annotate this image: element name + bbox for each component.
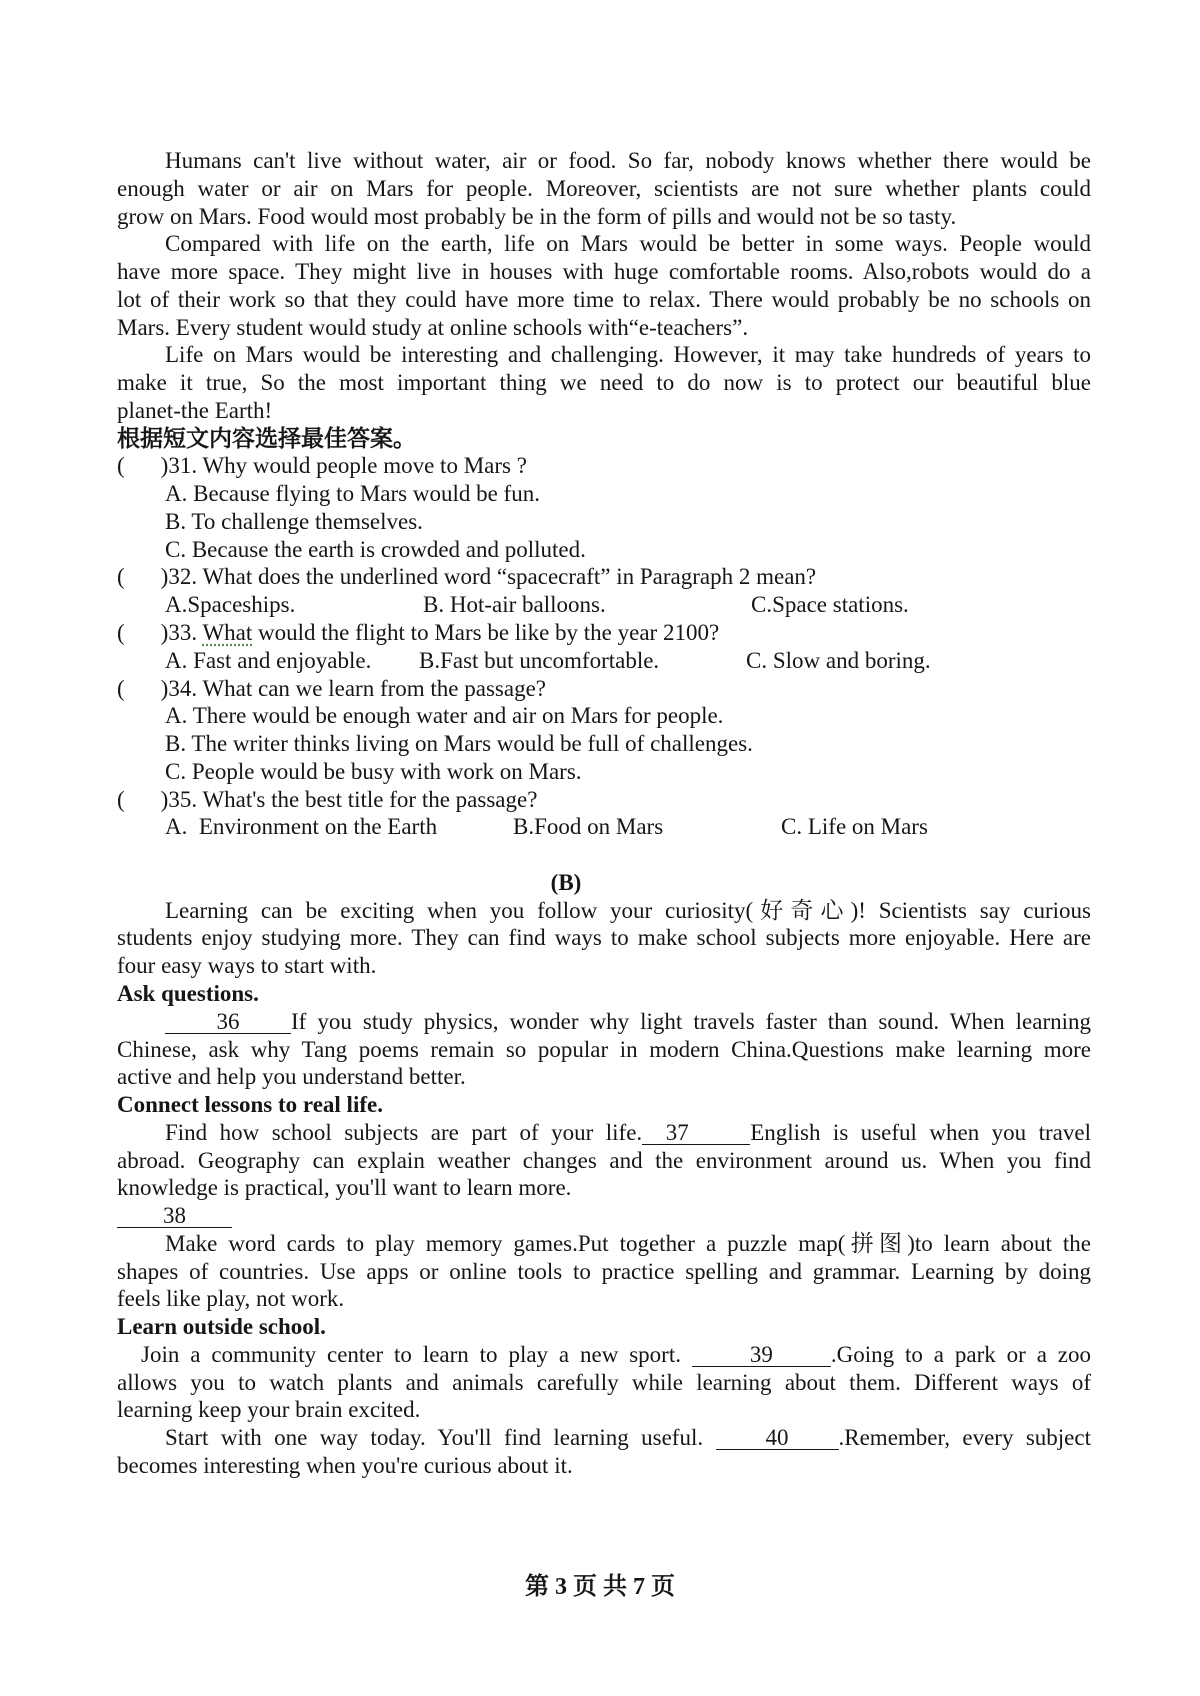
answer-bracket-close: ) [160,564,169,590]
line-text: Join a community center to learn to play a new sport. [141,1341,681,1367]
passage-a-line: make it true, So the most important thing we need to do now is to protect our beautiful blue [117,370,1091,396]
question-number: 35. [168,786,198,812]
question-32-options [117,591,1091,619]
passage-a-line: planet-the Earth! [117,397,273,423]
passage-b-line: active and help you understand better. [117,1064,466,1090]
question-31-option-c: C. Because the earth is crowded and polluted. [165,536,586,562]
answer-bracket-open: ( [117,786,125,812]
answer-blank-36: 36 [165,1012,291,1034]
question-32 [117,563,1091,591]
question-35-option-c: C. Life on Mars [781,814,928,840]
passage-a-line: grow on Mars. Food would most probably be in the form of pills and would not be so tasty. [117,203,957,229]
answer-bracket-open: ( [117,564,125,590]
question-text: What can we learn from the passage? [202,675,546,701]
question-32-option-c: C.Space stations. [751,592,909,618]
question-35-options [117,813,1091,841]
question-text: What's the best title for the passage? [202,786,538,812]
passage-b-line [117,1341,1091,1369]
line-text: Find how school subjects are part of your life. [165,1119,643,1145]
line-text: .Going to a park or a zoo [830,1341,1092,1367]
question-32-option-a: A.Spaceships. [165,592,296,618]
question-32-option-b: B. Hot-air balloons. [423,592,606,618]
passage-b-line [117,1119,1091,1147]
question-number: 32. [168,564,198,590]
question-35 [117,786,1091,814]
passage-b-line: knowledge is practical, you'll want to learn more. [117,1175,572,1201]
answer-bracket-open: ( [117,453,125,479]
answer-bracket-close: ) [160,453,169,479]
question-34-option-b: B. The writer thinks living on Mars would be full of challenges. [165,731,753,757]
answer-blank-37: 37 [642,1123,750,1145]
question-number: 33. [168,620,198,646]
answer-bracket-close: ) [160,620,169,646]
passage-b-line: Make word cards to play memory games.Put together a puzzle map(拼图)to learn about the [165,1230,1091,1256]
answer-bracket-open: ( [117,620,125,646]
passage-a-line: Mars. Every student would study at online schools with“e-teachers”. [117,314,749,340]
passage-b-line: becomes interesting when you're curious about it. [117,1452,573,1478]
passage-a-line: lot of their work so that they could have more time to relax. There would probably be no schools on [117,286,1091,312]
question-33-option-c: C. Slow and boring. [746,647,931,673]
passage-b-line: shapes of countries. Use apps or online tools to practice spelling and grammar. Learning by doing [117,1258,1091,1284]
question-35-option-a: A. Environment on the Earth [165,814,438,840]
passage-a-line: Compared with life on the earth, life on Mars would be better in some ways. People would [165,231,1091,257]
question-34 [117,675,1091,703]
question-33 [117,619,1091,647]
question-34-option-a: A. There would be enough water and air on Mars for people. [165,703,724,729]
answer-blank-38: 38 [117,1206,232,1228]
question-33-option-a: A. Fast and enjoyable. [165,647,372,673]
passage-b-line: learning keep your brain excited. [117,1397,421,1423]
passage-b-line [117,1202,1091,1230]
passage-b-line [117,1008,1091,1036]
line-text: Start with one way today. You'll find learning useful. [165,1425,704,1451]
passage-b-line: students enjoy studying more. They can find ways to make school subjects more enjoyable. Here are [117,925,1091,951]
passage-a-line: enough water or air on Mars for people. Moreover, scientists are not sure whether plants could [117,175,1091,201]
passage-b-line: feels like play, not work. [117,1286,345,1312]
question-33-option-b: B.Fast but uncomfortable. [419,647,660,673]
question-31-option-b: B. To challenge themselves. [165,508,423,534]
question-31 [117,452,1091,480]
answer-bracket-open: ( [117,675,125,701]
passage-b-line [117,1424,1091,1452]
answer-bracket-close: ) [160,786,169,812]
line-text: .Remember, every subject [838,1425,1091,1451]
passage-b-line: four easy ways to start with. [117,953,377,979]
question-33-options [117,647,1091,675]
section-instruction: 根据短文内容选择最佳答案。 [117,425,416,451]
passage-b-line: Chinese, ask why Tang poems remain so popular in modern China.Questions make learning more [117,1036,1091,1062]
question-35-option-b: B.Food on Mars [513,814,664,840]
question-text: Why would people move to Mars ? [202,453,527,479]
question-34-option-c: C. People would be busy with work on Mars. [165,758,582,784]
passage-a-line: Life on Mars would be interesting and challenging. However, it may take hundreds of years to [165,342,1091,368]
question-text: What does the underlined word “spacecraft” in Paragraph 2 mean? [202,564,817,590]
section-heading: Learn outside school. [117,1314,326,1340]
question-number: 34. [168,675,198,701]
spacer [117,841,1091,869]
section-heading: Connect lessons to real life. [117,1092,383,1118]
question-31-option-a: A. Because flying to Mars would be fun. [165,481,540,507]
underlined-word: What [202,620,253,646]
page-footer: 第 3 页 共 7 页 [525,1574,675,1600]
line-text: English is useful when you travel [750,1119,1091,1145]
passage-b-line: Learning can be exciting when you follow your curiosity(好奇心)! Scientists say curious [165,897,1091,923]
passage-b-line: abroad. Geography can explain weather changes and the environment around us. When you find [117,1147,1091,1173]
exam-page [117,147,1091,1480]
answer-blank-40: 40 [716,1428,839,1450]
passage-b-label: (B) [550,869,582,895]
answer-bracket-close: ) [160,675,169,701]
question-number: 31. [168,453,198,479]
passage-a-line: Humans can't live without water, air or food. So far, nobody knows whether there would be [165,148,1091,173]
question-text: would the flight to Mars be like by the year 2100? [258,620,720,646]
section-heading: Ask questions. [117,980,259,1006]
passage-b-line: allows you to watch plants and animals carefully while learning about them. Different ways of [117,1369,1091,1395]
answer-blank-39: 39 [692,1345,831,1367]
line-text: If you study physics, wonder why light travels faster than sound. When learning [291,1008,1091,1034]
passage-a-line: have more space. They might live in houses with huge comfortable rooms. Also,robots would do a [117,259,1091,285]
